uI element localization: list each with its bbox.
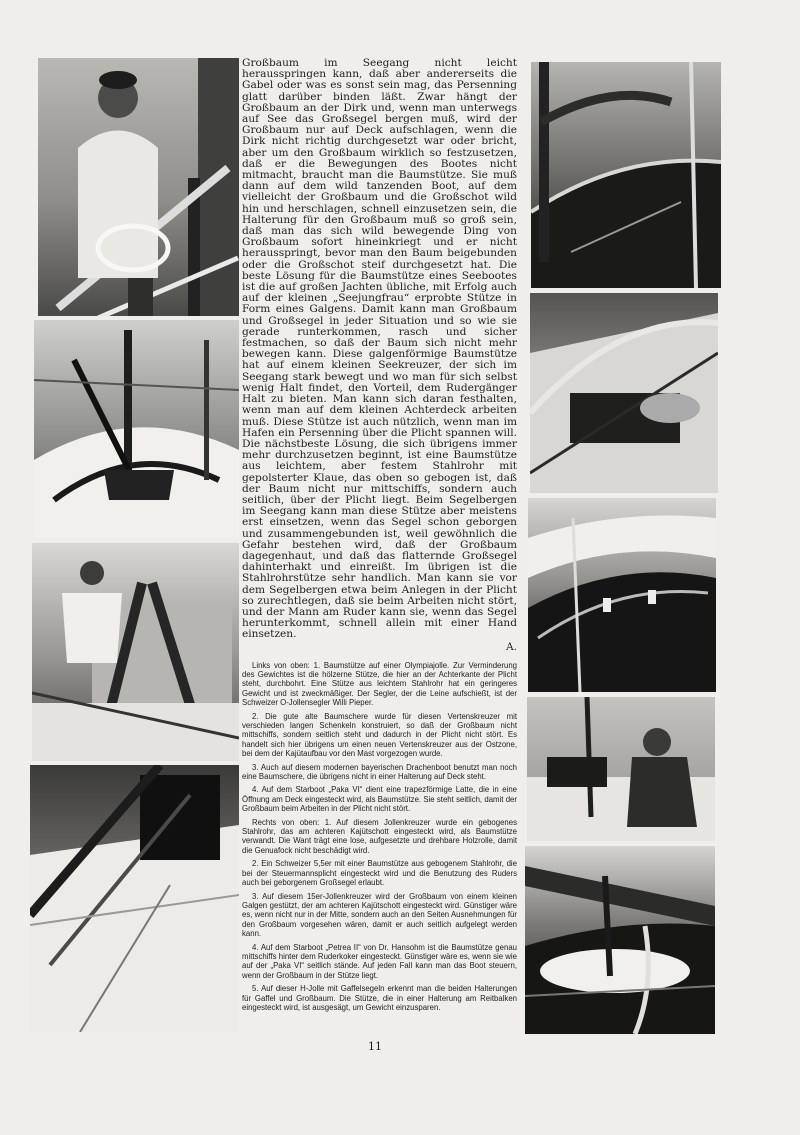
captions-left (242, 661, 517, 814)
author-signature: A. (505, 640, 517, 653)
sailor-illustration (38, 58, 239, 316)
caption-left-1-text: 1. Baumstütze auf einer Olympiajolle. Zur Verminderung des Gewichtes ist die hölzerne Stütze, die hier an der Achterkante der Plicht steht, durchbohrt. Eine Stütze aus leichtem Stahlrohr hat ein geringeres Gewicht und ist zweckmäßiger. Der Segler, der die Leine aufschießt, ist der Schweizer O-Jollensegler Willi Pieper. (242, 660, 517, 708)
caption-right-1-text: 1. Auf diesem Jollenkreuzer wurde ein gebogenes Stahlrohr, das am achteren Kajütschott eingesteckt wird, als Baumstütze verwandt. Die Want trägt eine lose, aufgesetzte und drehbare Holzrolle, damit die Genuafock nicht beschädigt wird. (242, 817, 517, 855)
photo-right-3-15er-jollenkreuzer-galgen (528, 498, 716, 692)
photo-right-4-starboot-petrea-ii (527, 697, 715, 841)
petrea-illustration (527, 697, 715, 841)
photo-right-5-h-jolle (525, 846, 715, 1034)
starboat-illustration (30, 765, 239, 1032)
man-with-crutch-illustration (32, 543, 239, 761)
photo-left-4-starboot-paka-vi (30, 765, 239, 1032)
captions-right-heading: Rechts von oben: (252, 817, 320, 827)
photo-left-1-sailor-coiling-line (38, 58, 239, 316)
photo-left-3-drachenboot-baumschere (32, 543, 239, 761)
captions-right (242, 818, 517, 1013)
caption-left-2: 2. Die gute alte Baumschere wurde für diesen Vertenskreuzer mit verschieden langen Schenkeln konstruiert, so daß der Großbaum nicht mittschiffs, sondern seitlich steht und dadurch in der Plicht nicht stört. Es handelt sich hier übrigens um einen neuen Vertenskreuzer aus der Ostzone, bei dem der Kajütaufbau vor den Mast vorgezogen wurde. (242, 711, 517, 759)
caption-right-1 (242, 818, 517, 856)
captions-left-heading: Links von oben: (252, 660, 310, 670)
article-body: Großbaum im Seegang nicht leicht herausspringen kann, daß aber andererseits die Gabel oder was es sonst sein mag, das Persenning glatt darüber binden läßt. Zwar hängt der Großbaum an der Dirk und, wenn man unterwegs auf See das Großsegel bergen muß, wird der Großbaum nur auf Deck aufschlagen, wenn die Dirk nicht richtig durchgesetzt war oder bricht, aber um den Großbaum wirklich so festzusetzen, daß er die Bewegungen des Bootes nicht mitmacht, braucht man die Baumstütze. Sie muß dann auf dem wild tanzenden Boot, auf dem vielleicht der Großbaum und die Großschot wild hin und herschlagen, schnell einzusetzen sein, die Halterung für den Großbaum muß so groß sein, daß man das sich wild bewegende Ding von Großbaum sofort hineinkriegt und er nicht herausspringt, bevor man den Baum beigebunden oder die Großschot steif durchgesetzt hat. Die beste Lösung für die Baumstütze eines Seebootes ist die auf großen Jachten übliche, mit Erfolg auch auf der kleinen „Seejungfrau“ erprobte Stütze in Form eines Galgens. Damit kann man Großbaum und Großsegel in jeder Situation und so wie sie gerade runterkommen, rasch und sicher festmachen, so daß der Baum sich nicht mehr bewegen kann. Diese galgenförmige Baumstütze hat auf einem kleinen Seekreuzer, der sich im Seegang stark bewegt und wo man für sich selbst wenig Halt findet, den Vorteil, dem Rudergänger Halt zu bieten. Man kann sich daran festhalten, wenn man auf dem kleinen Achterdeck arbeiten muß. Diese Stütze ist auch nützlich, wenn man im Hafen ein Persenning über die Plicht spannen will. Die nächstbeste Lösung, die sich übrigens immer mehr durchzusetzen beginnt, ist eine Baumstütze aus leichtem, aber festem Stahlrohr mit gepolsterter Klaue, das oben so gebogen ist, daß der Baum nicht nur mittschiffs, sondern auch seitlich, über der Plicht liegt. Beim Segelbergen im Seegang kann man diese Stütze aber meistens erst einsetzen, wenn das Segel schon geborgen und zusammengebunden ist, weil gewöhnlich die Gefahr bestehen wird, daß der Großbaum dagegenhaut, und daß das flatternde Großsegel dahinterhakt und einreißt. Im übrigen ist die Stahlrohrstütze sehr handlich. Man kann sie vor dem Segelbergen etwa beim Anlegen in der Plicht so zurechtlegen, daß sie beim Arbeiten nicht stört, und der Mann am Ruder kann sie, wenn das Segel herunterkommt, schnell allein mit einer Hand einsetzen. (242, 57, 517, 641)
galgen-illustration (528, 498, 716, 692)
caption-left-3: 3. Auch auf diesem modernen bayerischen Drachenboot benutzt man noch eine Baumschere, die übrigens nicht in einer Halterung auf Deck steht. (242, 762, 517, 782)
photo-left-2-vertenskreuzer-deck (34, 320, 239, 538)
caption-left-1 (242, 661, 517, 708)
caption-right-3: 3. Auf diesem 15er-Jollenkreuzer wird der Großbaum von einem kleinen Galgen gestützt, der am achteren Kajütschott eingesteckt wird. Günstiger wäre es, wenn nicht nur in der Mitte, sondern auch an den Seiten Ausnehmungen für den Großbaum vorgesehen wären, damit er auch seitlich aufgelegt werden kann. (242, 891, 517, 939)
caption-right-2: 2. Ein Schweizer 5,5er mit einer Baumstütze aus gebogenem Stahlrohr, die bei der Steuermannsplicht eingesteckt wird und die Benutzung des Ruders auch bei geborgenem Großsegel erlaubt. (242, 859, 517, 888)
caption-right-5: 5. Auf dieser H-Jolle mit Gaffelsegeln erkennt man die beiden Halterungen für Gaffel und Großbaum. Die Stütze, die in einer Halterung am Reitbalken eingesteckt wird, ist ausgesägt, um Gewicht einzusparen. (242, 984, 517, 1012)
boat-deck-illustration (34, 320, 239, 538)
article-column (242, 58, 517, 1016)
photo-right-2-schweizer-5-5er (530, 293, 718, 493)
caption-left-4: 4. Auf dem Starboot „Paka VI“ dient eine trapezförmige Latte, die in eine Öffnung am Deck eingesteckt wird, als Baumstütze. Sie steht seitlich, damit der Großbaum beim Arbeiten in der Plicht nicht stört. (242, 785, 517, 814)
photo-right-1-jollenkreuzer-stahlrohr (531, 62, 721, 288)
caption-right-4: 4. Auf dem Starboot „Petrea II“ von Dr. Hansohm ist die Baumstütze genau mittschiffs hinter dem Ruderkoker eingesteckt. Günstiger wäre es, wenn sie wie auf der „Paka VI“ seitlich stände. Auf jeden Fall kann man das Boot steuern, wenn der Großbaum in der Stütze liegt. (242, 942, 517, 980)
five-five-meter-illustration (530, 293, 718, 493)
page-number: 11 (368, 1040, 382, 1053)
jollenkreuzer-illustration (531, 62, 721, 288)
h-jolle-illustration (525, 846, 715, 1034)
